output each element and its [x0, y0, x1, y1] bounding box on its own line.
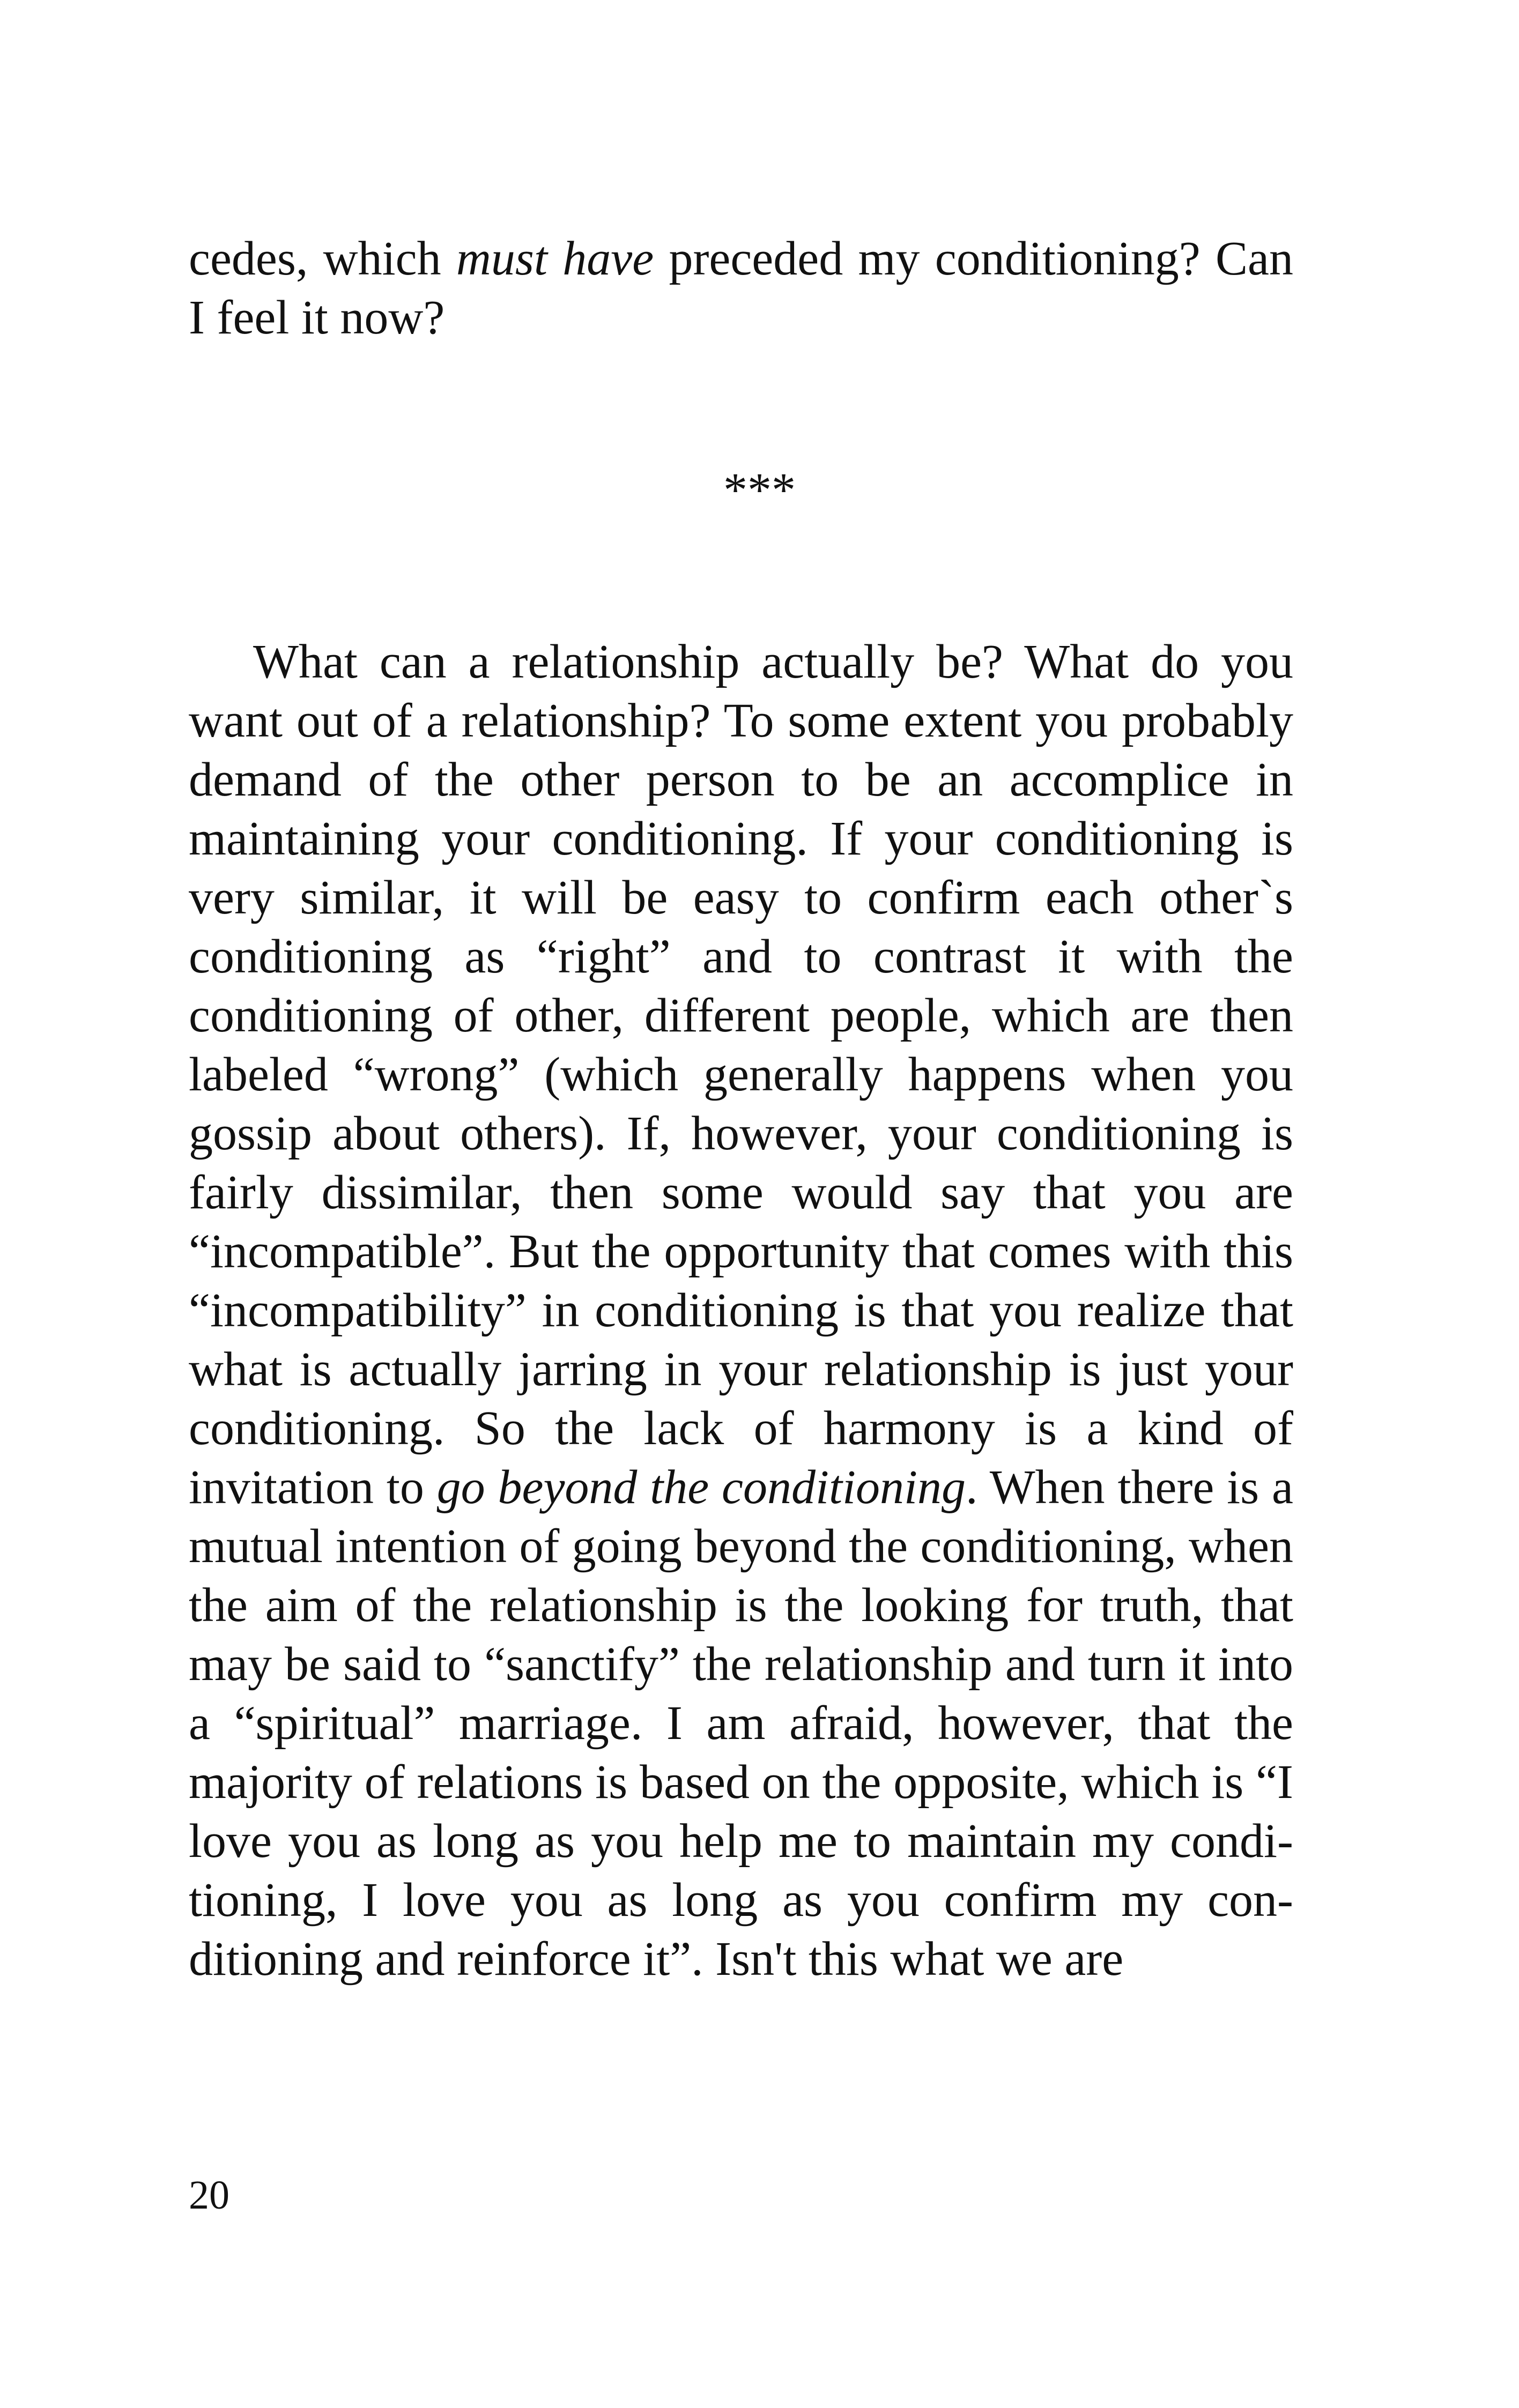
paragraph-text: . When there is a mutual intention of going beyond the conditioning, when the aim of the relationship is the looking for truth, that may be said to “sanctify” the relationship and turn it into a “spiritual” marriage. I am afraid, however, that the majority of relations is based on the opposite, which is “I love you as long as you help me to maintain my conditioning, I love you as long as you confirm my conditioning and reinforce it”. Isn't this what we are	[189, 1461, 1293, 1986]
paragraph-text: cedes, which	[189, 232, 456, 285]
paragraph-text: What can a relationship actually be? What do you want out of a relationship? To some extent you probably demand of the other person to be an accomplice in maintaining your conditioning. If your conditioning is very similar, it will be easy to confirm each other`s conditioning as “right” and to contrast it with the conditioning of other, different people, which are then labeled “wrong” (which generally happens when you gossip about others). If, however, your conditioning is fairly dissimilar, then some would say that you are “incompatible”. But the opportunity that comes with this “incompatibility” in conditioning is that you realize that what is actually jarring in your relationship is just your conditioning. So the lack of harmony is a kind of invitation to	[189, 635, 1293, 1514]
italic-emphasis: go beyond the conditioning	[436, 1461, 966, 1514]
continued-paragraph	[189, 229, 1293, 347]
main-paragraph	[189, 633, 1293, 1989]
paragraph-text: preceded my conditioning? Can I feel it now?	[189, 232, 1293, 344]
section-separator: ***	[723, 464, 796, 517]
page-number: 20	[189, 2173, 229, 2218]
italic-emphasis: must have	[456, 232, 654, 285]
